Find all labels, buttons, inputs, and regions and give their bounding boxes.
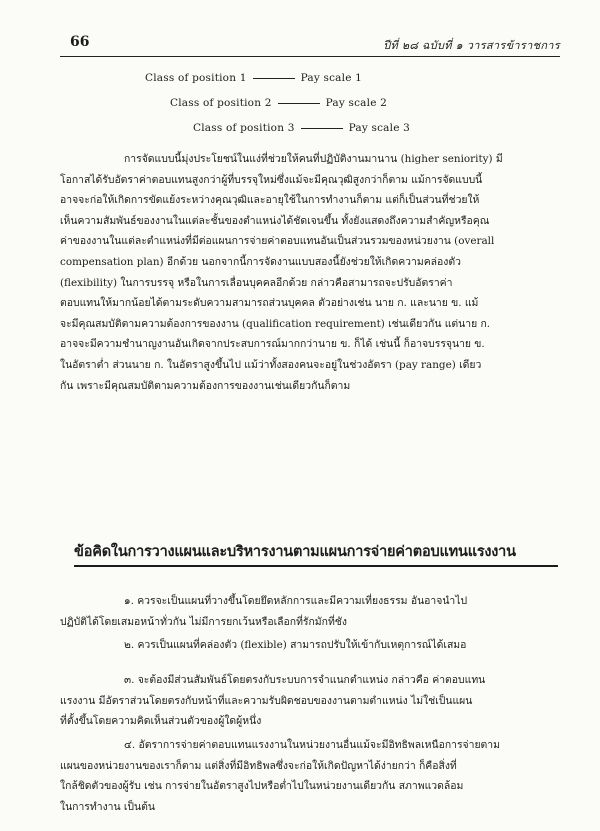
item-line: ๑. ควรจะเป็นแผนที่วางขึ้นโดยยึดหลักการและมีความเที่ยงธรรม อันอาจนำไป	[124, 595, 468, 607]
paragraph-line: เห็นความสัมพันธ์ของงานในแต่ละชั้นของตำแหน่งได้ชัดเจนขึ้น ทั้งยังแสดงถึงความสำคัญหรือคุณ	[60, 214, 490, 227]
item-line: ที่ตั้งขึ้นโดยความคิดเห็นส่วนตัวของผู้ใดผู้หนึ่ง	[60, 715, 262, 728]
list-item	[60, 635, 466, 656]
item-line: ในการทำงาน เป็นต้น	[60, 800, 155, 813]
pay-scale-label: Pay scale 2	[325, 97, 388, 109]
dash-line	[301, 128, 343, 129]
page-number: 66	[70, 34, 90, 50]
item-line: ปฏิบัติได้โดยเสมอหน้าทั่วกัน ไม่มีการยกเว้นหรือเลือกที่รักมักที่ชัง	[60, 615, 347, 628]
list-item	[60, 735, 500, 817]
paragraph-line: กัน เพราะมีคุณสมบัติตามความต้องการของงานเช่นเดียวกันก็ตาม	[60, 379, 351, 392]
dash-line	[278, 103, 320, 104]
paragraph-line: ค่าของงานในแต่ละตำแหน่งที่มีต่อแผนการจ่ายค่าตอบแทนอันเป็นส่วนรวมของหน่วยงาน (overall	[60, 235, 495, 248]
pay-scale-label: Pay scale 1	[300, 72, 363, 84]
position-row	[145, 72, 362, 84]
running-head: ปีที่ ๒๘ ฉบับที่ ๑ วารสารข้าราชการ	[383, 39, 560, 52]
paragraph-line: (flexibility) ในการบรรจุ หรือในการเลื่อนบุคคลอีกด้วย กล่าวคือสามารถจะปรับอัตราค่า	[60, 276, 453, 289]
position-label: Class of position 3	[193, 122, 295, 134]
body-paragraph	[60, 149, 503, 396]
paragraph-line: ในอัตราต่ำ ส่วนนาย ก. ในอัตราสูงขึ้นไป แม้ว่าทั้งสองคนจะอยู่ในช่วงอัตรา (pay range) เดียว	[60, 358, 482, 371]
paragraph-line: อาจจะก่อให้เกิดการขัดแย้งระหว่างคุณวุฒิและอายุใช้ในการทำงานก็ตาม แต่ก็เป็นส่วนที่ช่วยให้	[60, 194, 480, 207]
item-line: ๒. ควรเป็นแผนที่คล่องตัว (flexible) สามารถปรับให้เข้ากับเหตุการณ์ได้เสมอ	[124, 639, 467, 651]
list-item	[60, 591, 467, 632]
item-line: แรงงาน มีอัตราส่วนโดยตรงกับหน้าที่และความรับผิดชอบของงานตามตำแหน่ง ไม่ใช่เป็นแผน	[60, 694, 473, 707]
item-line: ใกล้ชิดตัวของผู้รับ เช่น การจ่ายในอัตราสูงไปหรือต่ำไปในหน่วยงานเดียวกัน สภาพแวดล้อม	[60, 780, 464, 793]
item-line: ๔. อัตราการจ่ายค่าตอบแทนแรงงานในหน่วยงานอื่นแม้จะมีอิทธิพลเหนือการจ่ายตาม	[124, 739, 500, 751]
section-heading: ข้อคิดในการวางแผนและบริหารงานตามแผนการจ่ายค่าตอบแทนแรงงาน	[74, 540, 558, 567]
position-label: Class of position 2	[170, 97, 272, 109]
paragraph-line: การจัดแบบนี้มุ่งประโยชน์ในแง่ที่ช่วยให้คนที่ปฏิบัติงานมานาน (higher seniority) มี	[124, 153, 503, 165]
position-label: Class of position 1	[145, 72, 247, 84]
page-header	[60, 32, 560, 57]
item-line: แผนของหน่วยงานของเราก็ตาม แต่สิ่งที่มีอิทธิพลซึ่งจะก่อให้เกิดปัญหาได้ง่ายกว่า ก็คือสิ่งที่	[60, 759, 457, 772]
paragraph-line: จะมีคุณสมบัติตามความต้องการของงาน (qualification requirement) เช่นเดียวกัน แต่นาย ก.	[60, 317, 491, 330]
position-row	[193, 122, 410, 134]
paragraph-line: compensation plan) อีกด้วย นอกจากนี้การจัดงานแบบสองนี้ยังช่วยให้เกิดความคล่องตัว	[60, 255, 461, 268]
paragraph-line: ตอบแทนให้มากน้อยได้ตามระดับความสามารถส่วนบุคคล ตัวอย่างเช่น นาย ก. และนาย ข. แม้	[60, 297, 479, 310]
position-row	[170, 97, 387, 109]
dash-line	[253, 78, 295, 79]
list-item	[60, 670, 485, 732]
paragraph-line: อาจจะมีความชำนาญงานอันเกิดจากประสบการณ์มากกว่านาย ข. ก็ได้ เช่นนี้ ก็อาจบรรจุนาย ข.	[60, 338, 485, 351]
pay-scale-label: Pay scale 3	[348, 122, 411, 134]
item-line: ๓. จะต้องมีส่วนสัมพันธ์โดยตรงกับระบบการจำแนกตำแหน่ง กล่าวคือ ค่าตอบแทน	[124, 674, 486, 686]
paragraph-line: โอกาสได้รับอัตราค่าตอบแทนสูงกว่าผู้ที่บรรจุใหม่ซึ่งแม้จะมีคุณวุฒิสูงกว่าก็ตาม แม้การจัดแบบนี้	[60, 173, 483, 186]
